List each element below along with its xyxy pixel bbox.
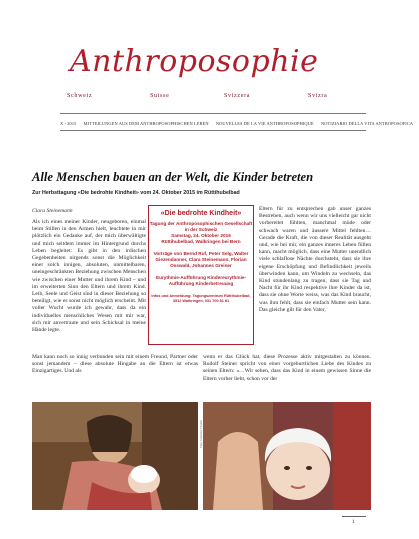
article-paragraph: Man kann noch so innig verbunden sein mit einem Freund, Partner oder sonst jemandem – diese absolute Hingabe an die Eltern ist etwas Einzigartiges. Und als [32, 354, 198, 375]
country-svizzera: Svizzera [224, 92, 251, 99]
article-paragraph: Eltern für zu entsprechen gab unser ganzes Bestreben, auch wenn wir uns vielleicht gar nicht vorbereitet fühlten, manchmal müde oder schwach waren und äussere Mittel fehlten… Gerade die Kraft, die von dieser Realität ausgeht und, wie bei mir, ein ganzes inneres Leben füllen kann, macht möglich, dass eine Mutter unendlich viele schlaflose Nächte durchsteht, dass sie ihre eigene Erschöpfung und Befindlichkeit jeweils überwinden kann, um Windeln zu wechseln, das Kind stundenlang zu tragen, dass sie Tag und Nacht für ihr Kind respektive ihre Kinder da ist, dass sie ohne Worte weiss, was das Kind braucht, was ihm fehlt, dass sie einfach Mutter sein kann. Das gleiche gilt für den Vater, [259, 206, 371, 313]
masthead-rule-top [60, 113, 366, 114]
logo-wordmark: Anthroposophie [70, 44, 319, 79]
photo-credit: Foto: Charlotte Fischer [199, 420, 203, 448]
article-author: Clara Steinemann [32, 208, 73, 214]
photo-image [203, 402, 371, 510]
ad-talks: Vorträge von Bernd Ruf, Peter Selg, Walter Giezendanner, Clara Steinemann, Florian Osswald, Johannes Greiner [153, 251, 249, 268]
country-schweiz: Schweiz [67, 92, 93, 99]
ad-events: Eurythmie-Aufführung Kindereurythmie-Aufführung Kinderbetreuung [155, 275, 247, 286]
photo-image [32, 402, 198, 510]
article-headline: Alle Menschen bauen an der Welt, die Kinder betreten [32, 170, 314, 184]
masthead-it: NOTIZIARIO DELLA VITA ANTROPOSOFICA [320, 121, 414, 126]
masthead-de: MITTEILUNGEN AUS DEM ANTHROPOSOPHISCHEN LEBEN [83, 121, 209, 126]
masthead-fr: NOUVELLES DE LA VIE ANTHROPOSOPHIQUE [215, 121, 314, 126]
footer-rule [342, 516, 366, 517]
event-announcement-box [148, 205, 254, 345]
ad-info: Infos und Anmeldung: Tagungszentrum Rüttihubelbad, 3512 Walkringen, 031 700 81 81 [151, 294, 251, 303]
photo-baby [203, 402, 371, 510]
page-number: 1 [352, 519, 355, 525]
article-column-1-tail [32, 354, 198, 376]
ad-organizer: Tagung der Anthroposophischen Gesellschaft in der Schweiz [149, 221, 253, 232]
article-column-1 [32, 219, 146, 334]
ad-title: «Die bedrohte Kindheit» [160, 210, 242, 217]
article-subheadline: Zur Herbsttagung «Die bedrohte Kindheit» vom 24. Oktober 2015 im Rüttihubelbad [32, 190, 240, 196]
masthead-line [60, 121, 414, 126]
ad-venue: Rüttihubelbad, Walkringen bei Bern [161, 239, 241, 244]
article-column-3 [259, 206, 371, 314]
article-column-3-tail [203, 354, 371, 383]
photo-mother-breastfeeding [32, 402, 198, 510]
country-svizra: Svizra [308, 92, 328, 99]
issue-number: X - 2015 [60, 121, 77, 126]
country-list [67, 92, 357, 102]
country-suisse: Suisse [150, 92, 170, 99]
article-paragraph: Als ich eines meiner Kinder, neugeboren, einmal beim Stillen in den Armen hielt, leuchtete in mir plötzlich ein Gedanke auf, der mich überwältigte und mich seitdem immer im Hintergrund durchs Leben begleitet: Es gibt in den irdischen Gegebenheiten nirgends sonst die Möglichkeit einer solch innigen, absoluten, unmittelbaren, uneingeschränkten Beziehung zwischen Menschen wie zwischen einer Mutter und ihrem Kind – und im erweiterten Sinn den Eltern und ihrem Kind. Leib, Seele und Geist sind in dieser Beziehung so beteiligt, wie es sonst nicht möglich erscheint. Mit voller Wucht wurde ich gewahr, dass da ein individuelles menschliches Wesen mit mir war, sich mir anvertraute und sein Schicksal in meine Hände legte. [32, 219, 146, 334]
masthead-rule-bottom [60, 130, 366, 131]
article-paragraph: wenn er das Glück hat, diese Prozesse aktiv mitgestalten zu können. Rudolf Steiner spricht von einer vorgeburtlichen Liebe des Kindes zu seinen Eltern: «…Wir sehen, dass das Kind in einem gewissen Sinne die Eltern vorher liebt, schon vor der [203, 354, 371, 382]
ad-date: Samstag, 24. Oktober 2015 [171, 233, 231, 238]
